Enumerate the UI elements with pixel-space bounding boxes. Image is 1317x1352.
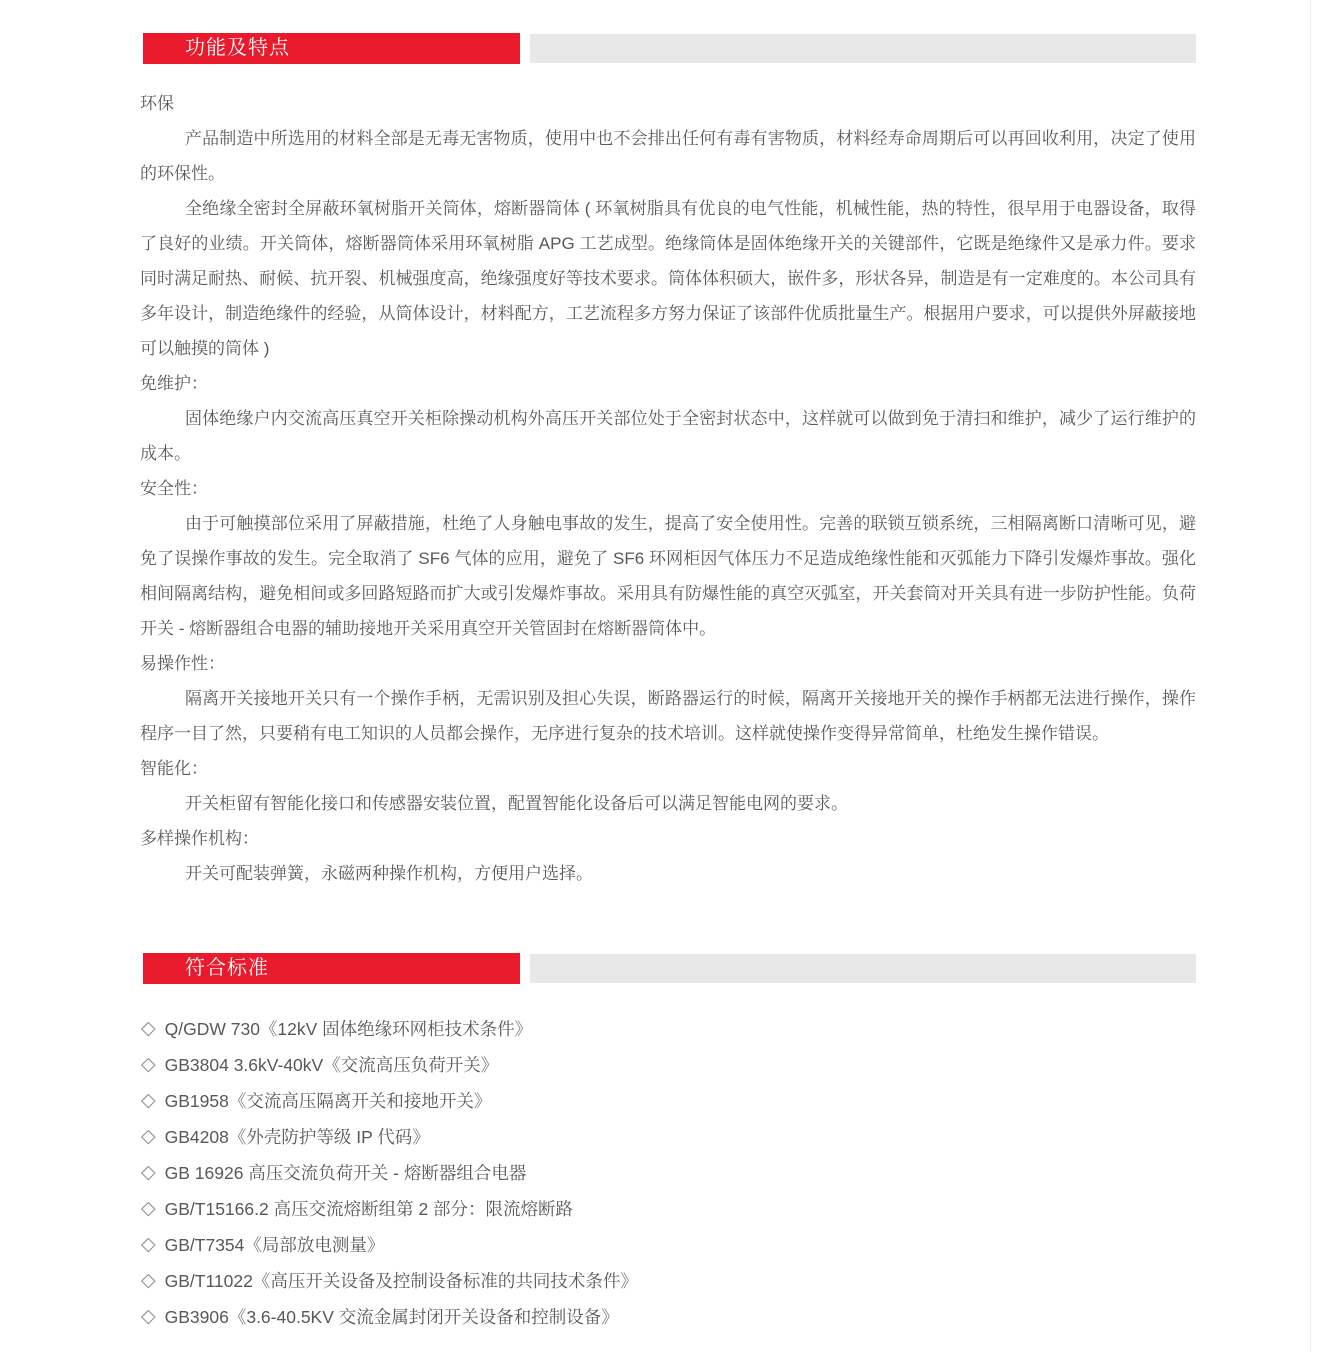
standard-item-text: GB1958《交流高压隔离开关和接地开关》 [164,1090,492,1111]
paragraph: 隔离开关接地开关只有一个操作手柄，无需识别及担心失误，断路器运行的时候，隔离开关接地开关的操作手柄都无法进行操作，操作程序一目了然，只要稍有电工知识的人员都会操作，无序进行复杂的技术培训。这样就使操作变得异常简单，杜绝发生操作错误。 [140,689,1196,743]
features-section-title: 功能及特点 [185,37,290,59]
diamond-bullet-icon: ◇ [141,1269,156,1291]
paragraph: 开关可配装弹簧，永磁两种操作机构，方便用户选择。 [185,864,593,883]
features-header-gray-bar [530,34,1196,63]
standard-item-text: GB/T15166.2 高压交流熔断组第 2 部分：限流熔断路 [164,1198,574,1219]
standard-item [141,1226,1201,1262]
standard-item [141,1154,1201,1190]
subheading-ease-of-operation: 易操作性： [140,654,225,673]
subheading-operating-mechanisms: 多样操作机构： [140,829,259,848]
subheading-maintenance-free: 免维护： [140,374,208,393]
standard-item [141,1262,1201,1298]
standard-item [141,1046,1201,1082]
standards-section-title: 符合标准 [185,957,269,979]
diamond-bullet-icon: ◇ [141,1053,156,1075]
paragraph: 开关柜留有智能化接口和传感器安装位置，配置智能化设备后可以满足智能电网的要求。 [185,794,848,813]
paragraph: 由于可触摸部位采用了屏蔽措施，杜绝了人身触电事故的发生，提高了安全使用性。完善的联锁互锁系统，三相隔离断口清晰可见，避免了误操作事故的发生。完全取消了 SF6 气体的应用，避免了 SF6 环网柜因气体压力不足造成绝缘性能和灭弧能力下降引发爆炸事故。强化相间隔离结构，避免相间或多回路短路而扩大或引发爆炸事故。采用具有防爆性能的真空灭弧室，开关套筒对开关具有进一步防护性能。负荷开关 - 熔断器组合电器的辅助接地开关采用真空开关管固封在熔断器筒体中。 [140,514,1196,638]
subheading-environment: 环保 [140,94,174,113]
diamond-bullet-icon: ◇ [141,1125,156,1147]
diamond-bullet-icon: ◇ [141,1089,156,1111]
diamond-bullet-icon: ◇ [141,1017,156,1039]
standard-item-text: GB 16926 高压交流负荷开关 - 熔断器组合电器 [164,1162,527,1183]
diamond-bullet-icon: ◇ [141,1305,156,1327]
standard-item-text: GB3804 3.6kV-40kV《交流高压负荷开关》 [164,1054,499,1075]
standard-item [141,1118,1201,1154]
standard-item [141,1298,1201,1334]
standard-item-text: Q/GDW 730《12kV 固体绝缘环网柜技术条件》 [164,1018,533,1039]
features-section-title-banner [143,33,520,64]
subheading-safety: 安全性： [140,479,208,498]
diamond-bullet-icon: ◇ [141,1197,156,1219]
subheading-intelligence: 智能化： [140,759,208,778]
standard-item-text: GB4208《外壳防护等级 IP 代码》 [164,1126,430,1147]
standard-item [141,1082,1201,1118]
diamond-bullet-icon: ◇ [141,1161,156,1183]
paragraph: 全绝缘全密封全屏蔽环氧树脂开关筒体，熔断器筒体 ( 环氧树脂具有优良的电气性能，机械性能，热的特性，很早用于电器设备，取得了良好的业绩。开关筒体，熔断器筒体采用环氧树脂 APG 工艺成型。绝缘筒体是固体绝缘开关的关键部件，它既是绝缘件又是承力件。要求同时满足耐热、耐候、抗开裂、机械强度高，绝缘强度好等技术要求。筒体体积硕大，嵌件多，形状各异，制造是有一定难度的。本公司具有多年设计，制造绝缘件的经验，从筒体设计，材料配方，工艺流程多方努力保证了该部件优质批量生产。根据用户要求，可以提供外屏蔽接地可以触摸的筒体 ) [140,199,1196,358]
diamond-bullet-icon: ◇ [141,1233,156,1255]
page-right-edge-line [1310,0,1311,1352]
features-section-body [140,86,1196,891]
paragraph: 固体绝缘户内交流高压真空开关柜除操动机构外高压开关部位处于全密封状态中，这样就可以做到免于清扫和维护，减少了运行维护的成本。 [140,409,1196,463]
standard-item [141,1190,1201,1226]
standards-list [141,1010,1201,1334]
paragraph: 产品制造中所选用的材料全部是无毒无害物质，使用中也不会排出任何有毒有害物质，材料经寿命周期后可以再回收利用，决定了使用的环保性。 [140,129,1196,183]
standards-header-gray-bar [530,954,1196,983]
standard-item-text: GB3906《3.6-40.5KV 交流金属封闭开关设备和控制设备》 [164,1306,619,1327]
standard-item-text: GB/T11022《高压开关设备及控制设备标准的共同技术条件》 [164,1270,638,1291]
standards-section-title-banner [143,953,520,984]
standard-item-text: GB/T7354《局部放电测量》 [164,1234,385,1255]
standard-item [141,1010,1201,1046]
